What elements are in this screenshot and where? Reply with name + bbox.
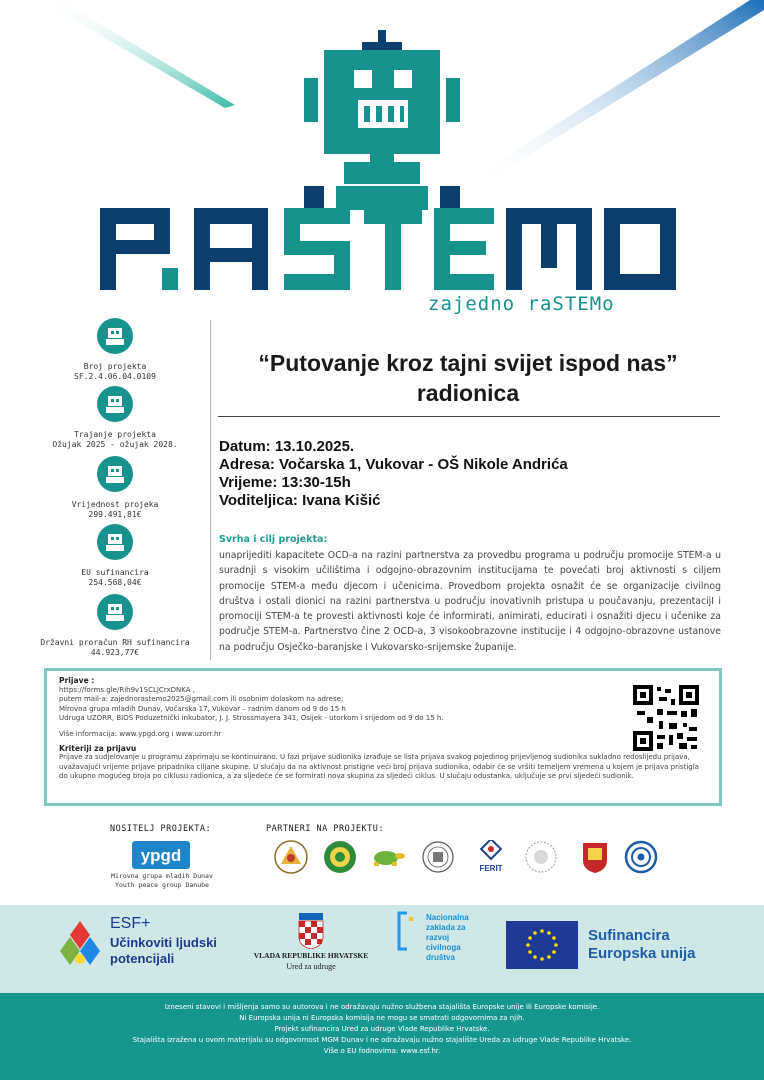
eu-cofinanced-line2: Europska unija bbox=[588, 945, 696, 962]
croatian-coat-of-arms-icon bbox=[298, 913, 324, 949]
gov-name: VLADA REPUBLIKE HRVATSKE bbox=[253, 951, 369, 960]
robot-icon bbox=[97, 456, 133, 492]
footer-line: Ni Europska unija ni Europska komisija ne mogu se smatrati odgovornima za njih. bbox=[239, 1014, 525, 1022]
partner-logo-school-1 bbox=[274, 840, 308, 874]
info-project-number bbox=[20, 318, 210, 382]
footer-line: Projekt sufinancira Ured za udruge Vlade Republike Hrvatske. bbox=[274, 1025, 490, 1033]
partner-logo-shield bbox=[578, 840, 612, 874]
column-divider bbox=[210, 320, 211, 660]
rastemo-logo bbox=[100, 208, 676, 290]
partner-logo-school-2 bbox=[323, 840, 357, 874]
nzrcd-name bbox=[426, 913, 469, 963]
info-value: SF.2.4.06.04.0109 bbox=[74, 372, 156, 381]
apply-email[interactable]: putem mail-a: zajednorastemo2025@gmail.com ili osobnim dolaskom na adrese: bbox=[59, 695, 344, 704]
esf-title: ESF+ bbox=[110, 915, 151, 932]
application-box bbox=[44, 668, 722, 806]
esf-subtitle-line1: Učinkoviti ljudski bbox=[110, 935, 217, 950]
partner-logo-circle bbox=[624, 840, 658, 874]
robot-icon bbox=[97, 318, 133, 354]
nzrcd-logo-icon bbox=[397, 911, 421, 951]
robot-icon bbox=[97, 386, 133, 422]
event-title-line1: “Putovanje kroz tajni svijet ispod nas” bbox=[258, 350, 678, 376]
event-time: Vrijeme: 13:30-15h bbox=[219, 474, 351, 491]
criteria-heading: Kriteriji za prijavu bbox=[59, 743, 137, 753]
apply-form-link[interactable]: https://forms.gle/Rih9v1SCLJCrxDNKA , bbox=[59, 685, 195, 694]
partner-logo-university bbox=[421, 840, 455, 874]
ypgd-logo-text: ypgd bbox=[140, 846, 182, 865]
info-value: 299.491,81€ bbox=[88, 510, 142, 519]
info-label: EU sufinancira bbox=[81, 568, 149, 577]
info-project-duration bbox=[20, 386, 210, 450]
robot-icon bbox=[97, 524, 133, 560]
apply-more-info[interactable]: Više informacija: www.ypgd.org i www.uzorr.hr bbox=[59, 729, 222, 738]
info-state-budget bbox=[20, 594, 210, 658]
event-title bbox=[216, 348, 720, 408]
criteria-text: Prijave za sudjelovanje u programu zaprimaju se kontinuirano. U fazi prijave sudionika izrađuje se lista prijava svakog pojedinog prijevljenog sudionika sukladno redoslijedu prijava, uvažavajući vrijeme prijave pripadnika ciljane skupine. U slučaju da na aktivnost pristigne veći broj prijava sudionika, odabir će se vršiti temeljem vremena u kojem je prijava pristigla do ukupno mogućeg broja po ciklusu radionica, a za sljedeće će se formirati nova skupina za sljedeći ciklus. U slučaju odustanka, uključuje se prvi sljedeći sudionik. bbox=[59, 753, 699, 781]
apply-heading: Prijave : bbox=[59, 676, 95, 685]
info-value: 44.923,77€ bbox=[90, 648, 140, 657]
holder-name bbox=[100, 872, 224, 889]
nzrcd-line: razvoj bbox=[426, 933, 450, 942]
info-value: 254.568,04€ bbox=[88, 578, 142, 587]
partner-logo-ferit bbox=[474, 840, 508, 874]
info-label: Državni proračun RH sufinancira bbox=[40, 638, 190, 647]
footer-line: Izneseni stavovi i mišljenja samo su autorova i ne odražavaju nužno službena stajališta Europske unije ili Europske komisije. bbox=[164, 1003, 600, 1011]
ypgd-logo bbox=[132, 841, 190, 869]
esf-logo-icon bbox=[60, 919, 102, 971]
eu-cofinanced bbox=[588, 927, 696, 963]
event-title-line2: radionica bbox=[416, 380, 520, 406]
apply-address-vukovar: Mirovna grupa mladih Dunav, Vočarska 17, Vukovar – radnim danom od 9 do 15 h bbox=[59, 704, 346, 713]
ferit-label: FERIT bbox=[479, 864, 503, 873]
esf-subtitle-line2: potencijali bbox=[110, 951, 175, 966]
footer-line[interactable]: Više o EU fodnovima: www.esf.hr. bbox=[323, 1047, 441, 1055]
light-beam-left bbox=[0, 0, 240, 110]
footer-line: Stajališta izražena u ovom materijalu su odgovornost MGM Dunav i ne odražavaju nužno stajalište Ureda za udruge Vlade Republike Hrvatske. bbox=[132, 1036, 632, 1044]
tagline: zajedno raSTEMo bbox=[428, 293, 615, 315]
info-value: Ožujak 2025 - ožujak 2028. bbox=[52, 440, 178, 449]
nzrcd-line: zaklada za bbox=[426, 923, 466, 932]
holder-name-hr: Mirovna grupa mladih Dunav bbox=[111, 872, 213, 880]
nzrcd-line: društva bbox=[426, 953, 455, 962]
info-label: Trajanje projekta bbox=[74, 430, 156, 439]
disclaimer-footer bbox=[0, 993, 764, 1080]
gov-office: Ured za udruge bbox=[286, 962, 336, 971]
partner-logo-turtle bbox=[368, 840, 406, 874]
qr-code[interactable] bbox=[633, 685, 699, 751]
info-project-value bbox=[20, 456, 210, 520]
funders-band bbox=[0, 905, 764, 993]
eu-cofinanced-line1: Sufinancira bbox=[588, 927, 670, 944]
info-label: Vrijednost projeka bbox=[71, 500, 159, 509]
nzrcd-line: civilnoga bbox=[426, 943, 461, 952]
robot-mascot bbox=[288, 30, 476, 210]
purpose-heading: Svrha i cilj projekta: bbox=[219, 534, 328, 545]
event-leader: Voditeljica: Ivana Kišić bbox=[219, 492, 381, 509]
info-label: Broj projekta bbox=[83, 362, 147, 371]
event-address: Adresa: Vočarska 1, Vukovar - OŠ Nikole Andrića bbox=[219, 456, 568, 473]
title-divider bbox=[218, 416, 720, 417]
event-date: Datum: 13.10.2025. bbox=[219, 438, 355, 455]
partners-label: PARTNERI NA PROJEKTU: bbox=[266, 824, 384, 834]
esf-subtitle bbox=[110, 935, 217, 967]
light-beam-right bbox=[470, 0, 764, 190]
info-eu-cofinancing bbox=[20, 524, 210, 588]
apply-address-osijek: Udruga UZORR, BIOS Poduzetnički inkubator, J. J. Strossmayera 341, Osijek - utorkom i srijedom od 9 do 15 h. bbox=[59, 714, 444, 723]
event-details bbox=[219, 438, 568, 510]
purpose-text: unaprijediti kapacitete OCD-a na razini partnerstva za provedbu programa u području promocije STEM-a u suradnji s visokim učilištima i odgojno-obrazovnim institucijama te povećati broj aktivnosti s ciljem promocije STEM-a među djecom i učenicima. Provedbom projekta osnažit će se organizacije civilnog društva i ostali dionici na razini partnerstva u području inovativnih pristupa u poučavanju, prezentacijI i promociji STEM-a te provesti aktivnosti koje će informirati, animirati, educirati i osnažiti djecu i učenike za područje STEM-a. Partnerstvo čine 2 OCD-a, 3 visokoobrazovne institucije i 4 odgojno-obrazovne ustanove na području Osječko-baranjske i Vukovarsko-srijemske županije. bbox=[219, 550, 721, 653]
eu-flag-icon bbox=[506, 921, 578, 969]
nzrcd-line: Nacionalna bbox=[426, 913, 469, 922]
partner-logo-faculty bbox=[524, 840, 558, 874]
holder-label: NOSITELJ PROJEKTA: bbox=[110, 824, 212, 834]
robot-icon bbox=[97, 594, 133, 630]
holder-name-en: Youth peace group Danube bbox=[115, 880, 209, 889]
